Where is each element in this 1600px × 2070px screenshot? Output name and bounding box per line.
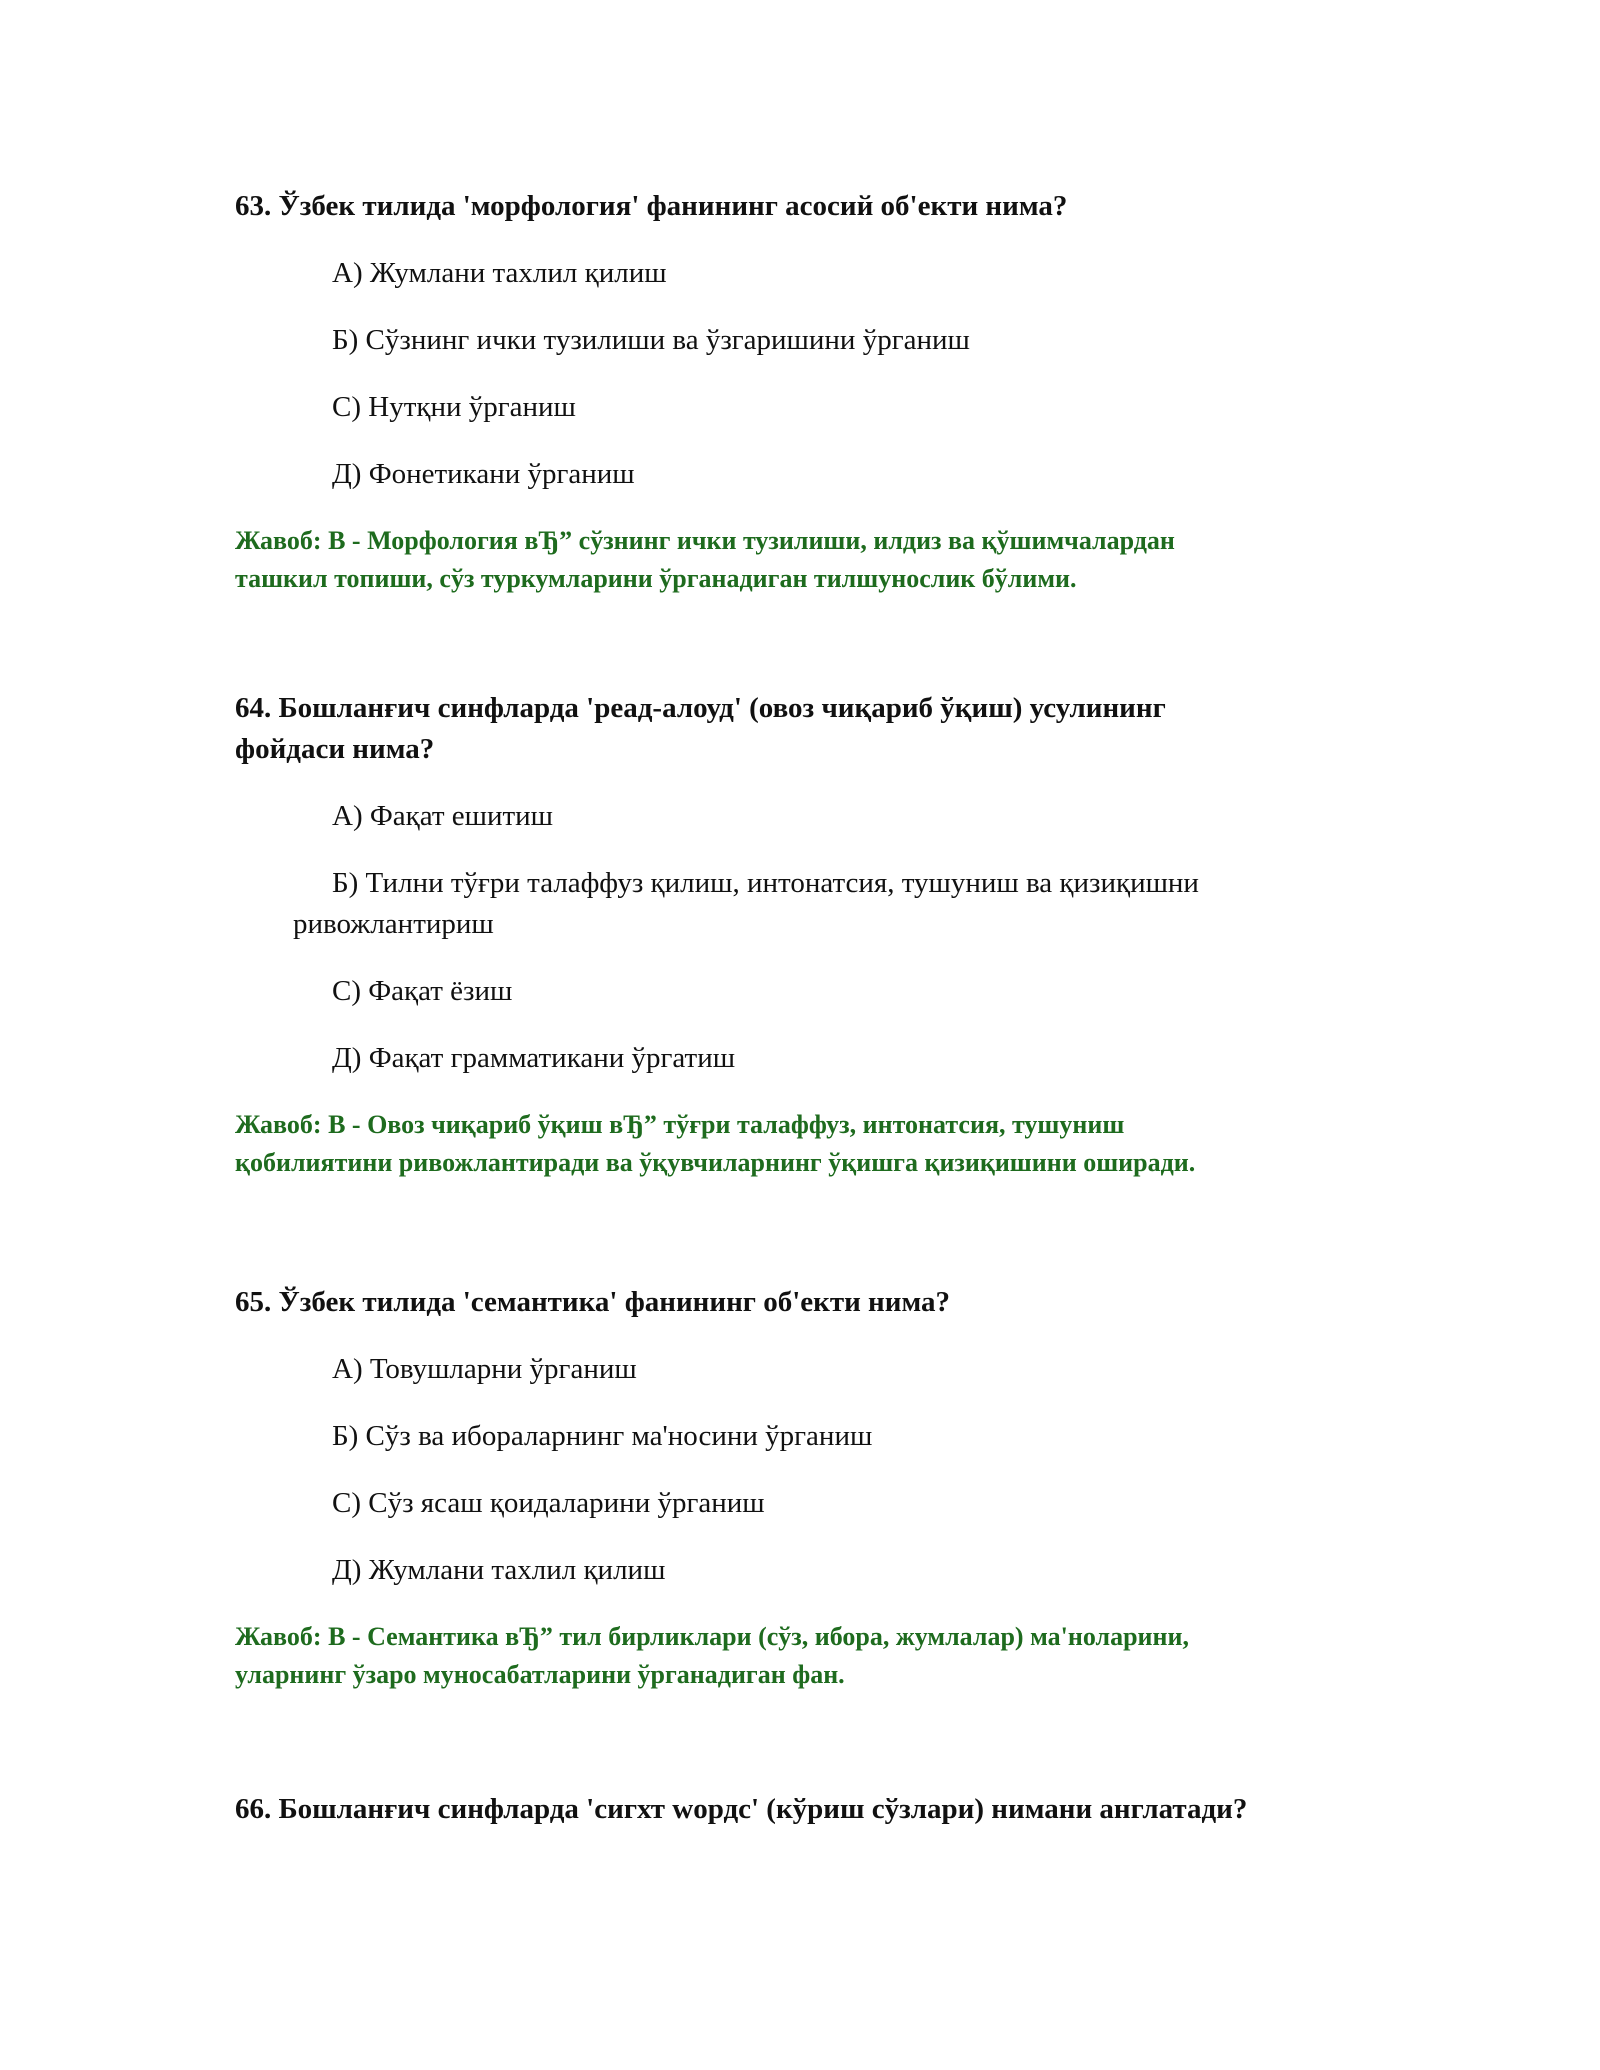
option-b: Б) Тилни тўғри талаффуз қилиш, интонатсия, тушуниш ва қизиқишни (332, 867, 1199, 899)
option-b: Б) Сўз ва ибораларнинг ма'носини ўрганиш (332, 1420, 873, 1452)
answer-block (235, 1618, 1365, 1694)
option-a: А) Товушларни ўрганиш (332, 1353, 637, 1385)
option-c: С) Фақат ёзиш (332, 975, 513, 1007)
option-b: Б) Сўзнинг ички тузилиши ва ўзгаришини ўрганиш (332, 324, 970, 356)
option-a: А) Жумлани тахлил қилиш (332, 257, 667, 289)
option-b-continued: ривожлантириш (293, 908, 494, 940)
option-c: С) Сўз ясаш қоидаларини ўрганиш (332, 1487, 765, 1519)
answer-line: қобилиятини ривожлантиради ва ўқувчиларнинг ўқишга қизиқишини оширади. (235, 1148, 1196, 1177)
option-d: Д) Жумлани тахлил қилиш (332, 1554, 666, 1586)
answer-block (235, 1106, 1365, 1182)
answer-line: Жавоб: В - Овоз чиқариб ўқиш вЂ” тўғри талаффуз, интонатсия, тушуниш (235, 1110, 1125, 1139)
options-list (235, 1349, 1365, 1591)
options-list (235, 796, 1365, 1079)
question-title-continued: фойдаси нима? (235, 733, 435, 765)
answer-line: уларнинг ўзаро муносабатларини ўрганадиган фан. (235, 1660, 845, 1689)
question-block-66 (235, 1789, 1365, 1830)
question-block-64 (235, 688, 1365, 1182)
question-block-65 (235, 1282, 1365, 1694)
question-title: 64. Бошланғич синфларда 'реад-алоуд' (овоз чиқариб ўқиш) усулининг (235, 692, 1166, 724)
question-title: 65. Ўзбек тилида 'семантика' фанининг об'екти нима? (235, 1286, 951, 1318)
question-title: 63. Ўзбек тилида 'морфология' фанининг асосий об'екти нима? (235, 190, 1068, 222)
question-block-63 (235, 186, 1365, 598)
options-list (235, 253, 1365, 495)
option-a: А) Фақат ешитиш (332, 800, 554, 832)
answer-line: Жавоб: В - Семантика вЂ” тил бирликлари (сўз, ибора, жумлалар) ма'ноларини, (235, 1622, 1189, 1651)
question-title: 66. Бошланғич синфларда 'сигхт wордс' (кўриш сўзлари) нимани англатади? (235, 1793, 1248, 1825)
option-c: С) Нутқни ўрганиш (332, 391, 576, 423)
option-d: Д) Фонетикани ўрганиш (332, 458, 635, 490)
answer-block (235, 522, 1365, 598)
option-d: Д) Фақат грамматикани ўргатиш (332, 1042, 736, 1074)
answer-line: Жавоб: В - Морфология вЂ” сўзнинг ички тузилиши, илдиз ва қўшимчалардан (235, 526, 1175, 555)
answer-line: ташкил топиши, сўз туркумларини ўрганадиган тилшунослик бўлими. (235, 564, 1077, 593)
